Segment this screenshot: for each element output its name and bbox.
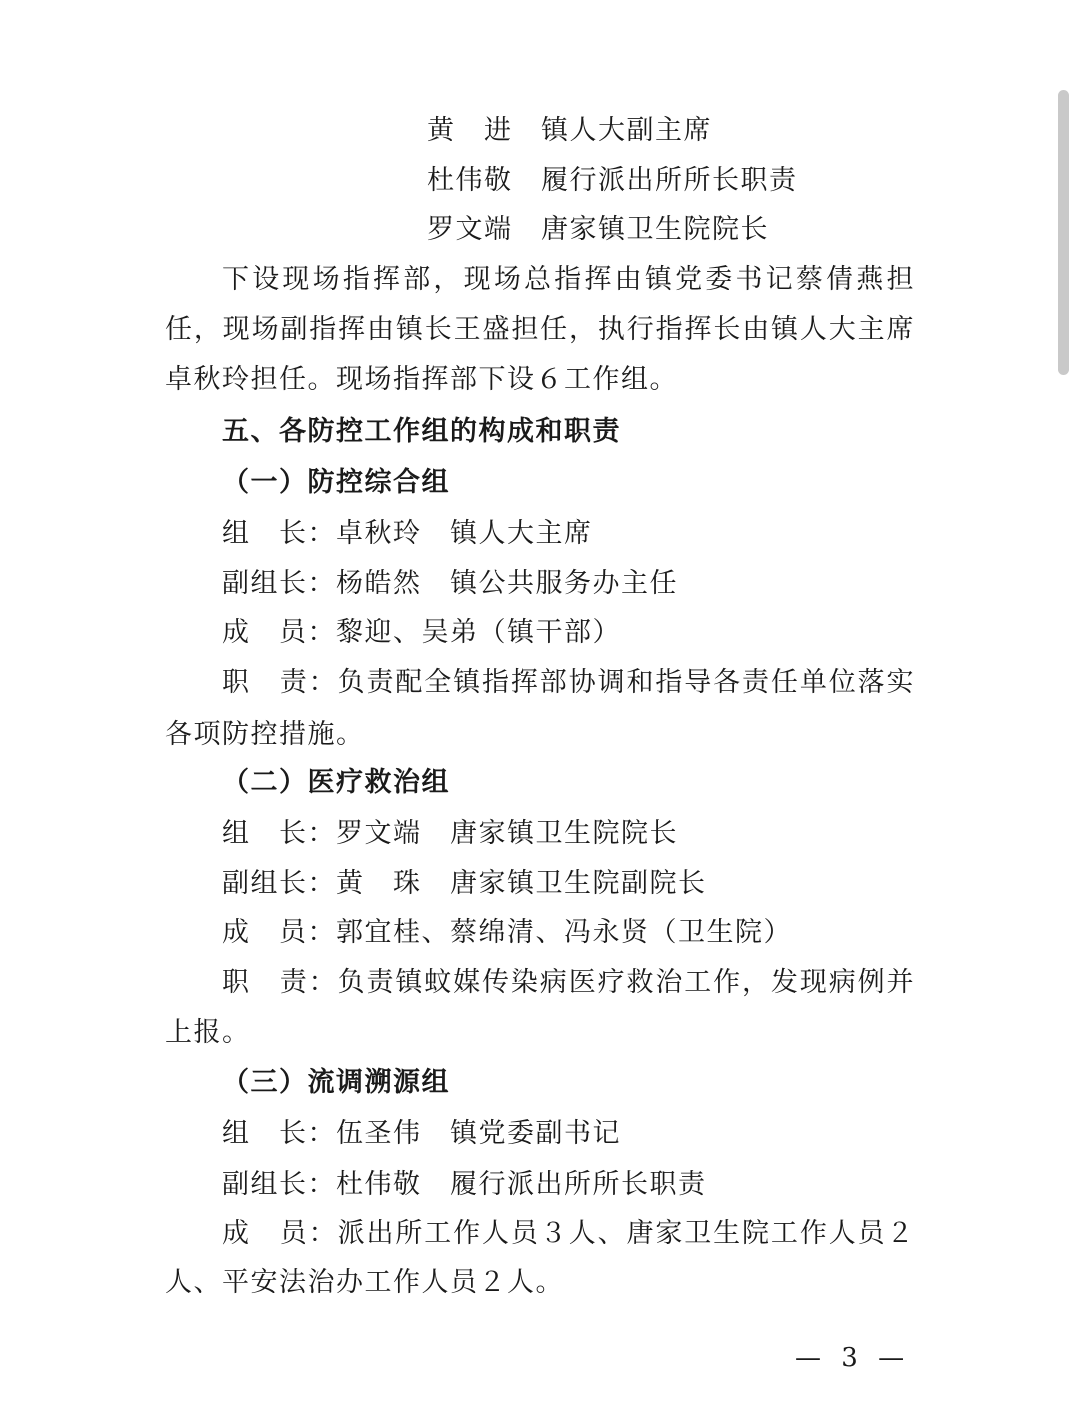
text-line: 组 长：卓秋玲 镇人大主席	[222, 518, 593, 549]
subsection-heading: （三）流调溯源组	[222, 1067, 450, 1098]
subsection-heading: （二）医疗救治组	[222, 767, 450, 798]
text-line: 副组长：杨皓然 镇公共服务办主任	[222, 568, 678, 599]
section-heading: 五、各防控工作组的构成和职责	[222, 416, 621, 447]
text-line: 杜伟敬 履行派出所所长职责	[427, 165, 798, 196]
text-line: 上报。	[165, 1017, 251, 1048]
text-line: 罗文端 唐家镇卫生院院长	[427, 214, 769, 245]
text-line: 组 长：罗文端 唐家镇卫生院院长	[222, 818, 678, 849]
text-line: 副组长：杜伟敬 履行派出所所长职责	[222, 1169, 707, 1200]
paragraph-line: 卓秋玲担任。现场指挥部下设６工作组。	[165, 364, 678, 395]
text-line: 副组长：黄 珠 唐家镇卫生院副院长	[222, 868, 707, 899]
text-line: 成 员：郭宜桂、蔡绵清、冯永贤（卫生院）	[222, 917, 792, 948]
subsection-heading: （一）防控综合组	[222, 467, 450, 498]
vertical-scrollbar[interactable]	[1058, 90, 1069, 375]
text-line: 各项防控措施。	[165, 719, 365, 750]
text-line: 人、平安法治办工作人员２人。	[165, 1267, 564, 1298]
text-line: 职 责：负责镇蚊媒传染病医疗救治工作，发现病例并	[222, 967, 915, 998]
text-line: 职 责：负责配全镇指挥部协调和指导各责任单位落实	[222, 667, 915, 698]
page-number: — 3 —	[795, 1343, 911, 1373]
text-line: 组 长：伍圣伟 镇党委副书记	[222, 1118, 621, 1149]
paragraph-line: 下设现场指挥部，现场总指挥由镇党委书记蔡倩燕担	[222, 264, 915, 295]
paragraph-line: 任，现场副指挥由镇长王盛担任，执行指挥长由镇人大主席	[165, 314, 915, 345]
text-line: 成 员：派出所工作人员３人、唐家卫生院工作人员２	[222, 1218, 915, 1249]
text-line: 黄 进 镇人大副主席	[427, 115, 712, 146]
text-line: 成 员：黎迎、吴弟（镇干部）	[222, 617, 621, 648]
